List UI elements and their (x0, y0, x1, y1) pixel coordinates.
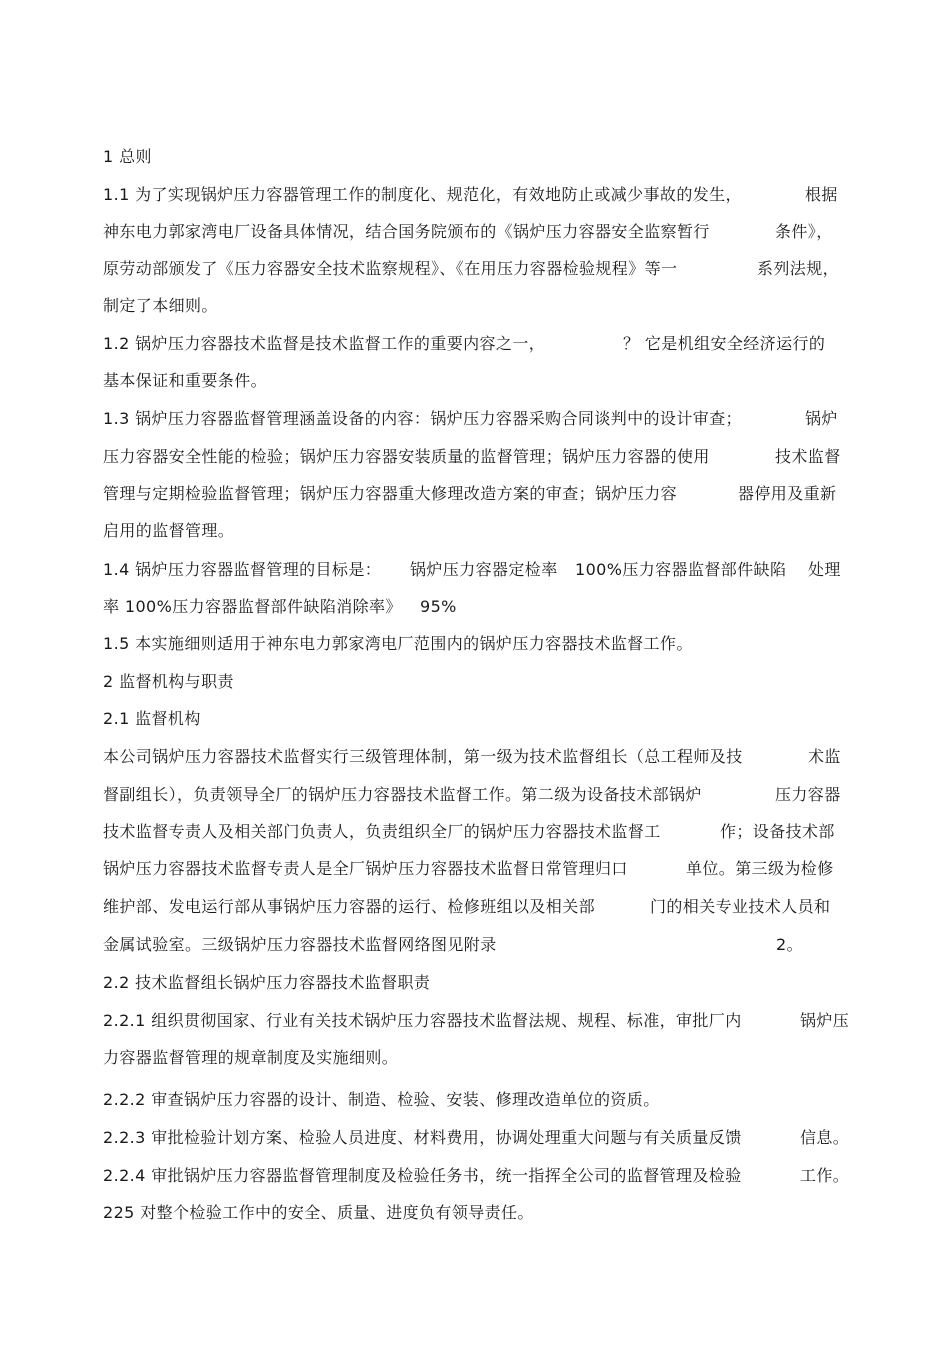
paragraph-line (0, 409, 950, 429)
paragraph-line (0, 785, 950, 805)
line-text: 1.5 本实施细则适用于神东电力郭家湾电厂范围内的锅炉压力容器技术监督工作。 (103, 634, 693, 653)
section-heading (0, 672, 950, 692)
section-heading (0, 147, 950, 167)
line-text: 原劳动部颁发了《压力容器安全技术监察规程》、《在用压力容器检验规程》等一 (103, 259, 678, 278)
paragraph-line (0, 296, 950, 316)
paragraph-line (0, 484, 950, 504)
line-text: 1.3 锅炉压力容器监督管理涵盖设备的内容：锅炉压力容器采购合同谈判中的设计审查； (103, 409, 742, 428)
subsection-heading (0, 973, 950, 993)
paragraph-line (0, 447, 950, 467)
paragraph-line (0, 1166, 950, 1186)
line-text: 术监 (808, 747, 841, 766)
section-heading-text: 2 监督机构与职责 (103, 672, 234, 691)
line-text: 根据 (805, 185, 838, 204)
line-text: 本公司锅炉压力容器技术监督实行三级管理体制，第一级为技术监督组长（总工程师及技 (103, 747, 743, 766)
paragraph-line (0, 222, 950, 242)
paragraph-line (0, 334, 950, 354)
line-text: 2.2.2 审查锅炉压力容器的设计、制造、检验、安装、修理改造单位的资质。 (103, 1090, 660, 1109)
line-text: 2.2.4 审批锅炉压力容器监督管理制度及检验任务书，统一指挥全公司的监督管理及检验 (103, 1166, 742, 1185)
line-text: 技术监督 (775, 447, 841, 466)
line-text: 督副组长），负责领导全厂的锅炉压力容器技术监督工作。第二级为设备技术部锅炉 (103, 785, 702, 804)
line-text: 2.2.1 组织贯彻国家、行业有关技术锅炉压力容器技术监督法规、规程、标准，审批厂内 (103, 1011, 742, 1030)
line-text: 1.2 锅炉压力容器技术监督是技术监督工作的重要内容之一， (103, 334, 546, 353)
paragraph-line (0, 259, 950, 279)
paragraph-line (0, 1128, 950, 1148)
section-heading-text: 1 总则 (103, 147, 152, 166)
paragraph-line (0, 1090, 950, 1110)
line-text: 单位。第三级为检修 (686, 859, 834, 878)
paragraph-line (0, 1048, 950, 1068)
line-text: 2。 (776, 935, 803, 954)
line-text: 系列法规， (757, 259, 840, 278)
line-text: 工作。 (800, 1166, 850, 1185)
line-text: 锅炉 (805, 409, 838, 428)
subsection-heading-text: 2.2 技术监督组长锅炉压力容器技术监督职责 (103, 973, 431, 992)
paragraph-line (0, 1203, 950, 1223)
line-text: 锅炉压 (800, 1011, 850, 1030)
line-text: 2.2.3 审批检验计划方案、检验人员进度、材料费用，协调处理重大问题与有关质量反馈 (103, 1128, 742, 1147)
line-text: 启用的监督管理。 (103, 521, 235, 540)
line-text: 门的相关专业技术人员和 (650, 897, 831, 916)
paragraph-line (0, 859, 950, 879)
line-text: 器停用及重新 (738, 484, 837, 503)
paragraph-line (0, 521, 950, 541)
subsection-heading (0, 709, 950, 729)
line-text: 95% (420, 597, 457, 616)
line-text: 维护部、发电运行部从事锅炉压力容器的运行、检修班组以及相关部 (103, 897, 596, 916)
line-text: 信息。 (800, 1128, 850, 1147)
line-text: 管理与定期检验监督管理；锅炉压力容器重大修理改造方案的审查；锅炉压力容 (103, 484, 678, 503)
line-text: 压力容器安全性能的检验；锅炉压力容器安装质量的监督管理；锅炉压力容器的使用 (103, 447, 710, 466)
line-text: 225 对整个检验工作中的安全、质量、进度负有领导责任。 (103, 1203, 534, 1222)
paragraph-line (0, 560, 950, 580)
line-text: 压力容器 (775, 785, 841, 804)
line-text: 率 100%压力容器监督部件缺陷消除率》 (103, 597, 402, 616)
line-text: 基本保证和重要条件。 (103, 371, 268, 390)
paragraph-line (0, 1011, 950, 1031)
line-text: 1.1 为了实现锅炉压力容器管理工作的制度化、规范化，有效地防止或减少事故的发生， (103, 185, 742, 204)
line-text: 力容器监督管理的规章制度及实施细则。 (103, 1048, 399, 1067)
line-text: 处理 (808, 560, 841, 579)
line-text: 100%压力容器监督部件缺陷 (575, 560, 787, 579)
line-text: 金属试验室。三级锅炉压力容器技术监督网络图见附录 (103, 935, 497, 954)
line-text: 技术监督专责人及相关部门负责人，负责组织全厂的锅炉压力容器技术监督工 (103, 822, 661, 841)
paragraph-line (0, 597, 950, 617)
line-text: 条件》， (775, 222, 833, 241)
line-text: 制定了本细则。 (103, 296, 218, 315)
line-text: 作；设备技术部 (720, 822, 835, 841)
paragraph-line (0, 822, 950, 842)
paragraph-line (0, 897, 950, 917)
paragraph-line (0, 371, 950, 391)
paragraph-line (0, 747, 950, 767)
paragraph-line (0, 185, 950, 205)
paragraph-line (0, 634, 950, 654)
line-text: 锅炉压力容器定检率 (410, 560, 558, 579)
line-text: 1.4 锅炉压力容器监督管理的目标是： (103, 560, 382, 579)
line-text: 锅炉压力容器技术监督专责人是全厂锅炉压力容器技术监督日常管理归口 (103, 859, 628, 878)
paragraph-line (0, 935, 950, 955)
line-text: 神东电力郭家湾电厂设备具体情况，结合国务院颁布的《锅炉压力容器安全监察暂行 (103, 222, 710, 241)
line-text: ？ 它是机组安全经济运行的 (623, 334, 826, 353)
subsection-heading-text: 2.1 监督机构 (103, 709, 201, 728)
